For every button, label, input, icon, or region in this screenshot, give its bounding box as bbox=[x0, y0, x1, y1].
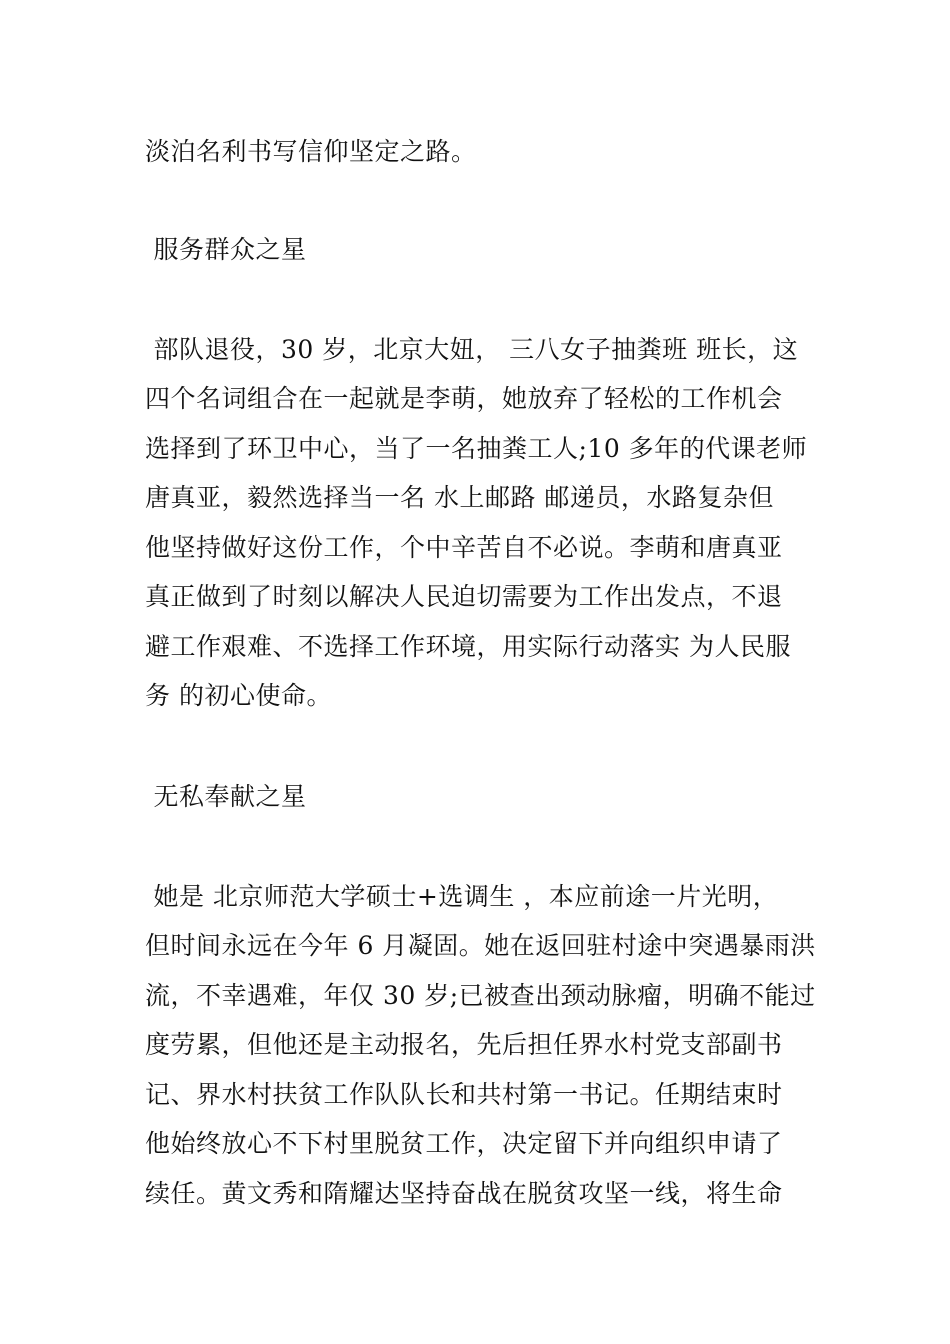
paragraph-line: 务 的初心使命。 bbox=[145, 681, 332, 710]
paragraph-line: 度劳累，但他还是主动报名，先后担任界水村党支部副书 bbox=[145, 1030, 783, 1059]
paragraph-line: 唐真亚，毅然选择当一名 水上邮路 邮递员，水路复杂但 bbox=[145, 483, 774, 512]
paragraph-line: 他坚持做好这份工作，个中辛苦自不必说。李萌和唐真亚 bbox=[145, 533, 783, 562]
section-heading: 服务群众之星 bbox=[145, 235, 307, 264]
section-heading: 无私奉献之星 bbox=[145, 782, 307, 811]
paragraph-line: 流，不幸遇难，年仅 30 岁;已被查出颈动脉瘤，明确不能过 bbox=[145, 981, 816, 1010]
paragraph-line: 避工作艰难、不选择工作环境，用实际行动落实 为人民服 bbox=[145, 632, 791, 661]
paragraph-line: 她是 北京师范大学硕士+选调生 ，本应前途一片光明， bbox=[145, 882, 779, 911]
paragraph-line: 续任。黄文秀和隋耀达坚持奋战在脱贫攻坚一线，将生命 bbox=[145, 1179, 783, 1208]
paragraph-line: 真正做到了时刻以解决人民迫切需要为工作出发点，不退 bbox=[145, 582, 783, 611]
paragraph-line: 选择到了环卫中心，当了一名抽粪工人;10 多年的代课老师 bbox=[145, 434, 808, 463]
paragraph-line: 淡泊名利书写信仰坚定之路。 bbox=[145, 137, 477, 166]
paragraph-line: 但时间永远在今年 6 月凝固。她在返回驻村途中突遇暴雨洪 bbox=[145, 931, 816, 960]
paragraph-line: 四个名词组合在一起就是李萌，她放弃了轻松的工作机会 bbox=[145, 384, 783, 413]
paragraph-line: 部队退役，30 岁，北京大妞， 三八女子抽粪班 班长，这 bbox=[145, 335, 799, 364]
paragraph-line: 他始终放心不下村里脱贫工作，决定留下并向组织申请了 bbox=[145, 1129, 783, 1158]
paragraph-line: 记、界水村扶贫工作队队长和共村第一书记。任期结束时 bbox=[145, 1080, 783, 1109]
